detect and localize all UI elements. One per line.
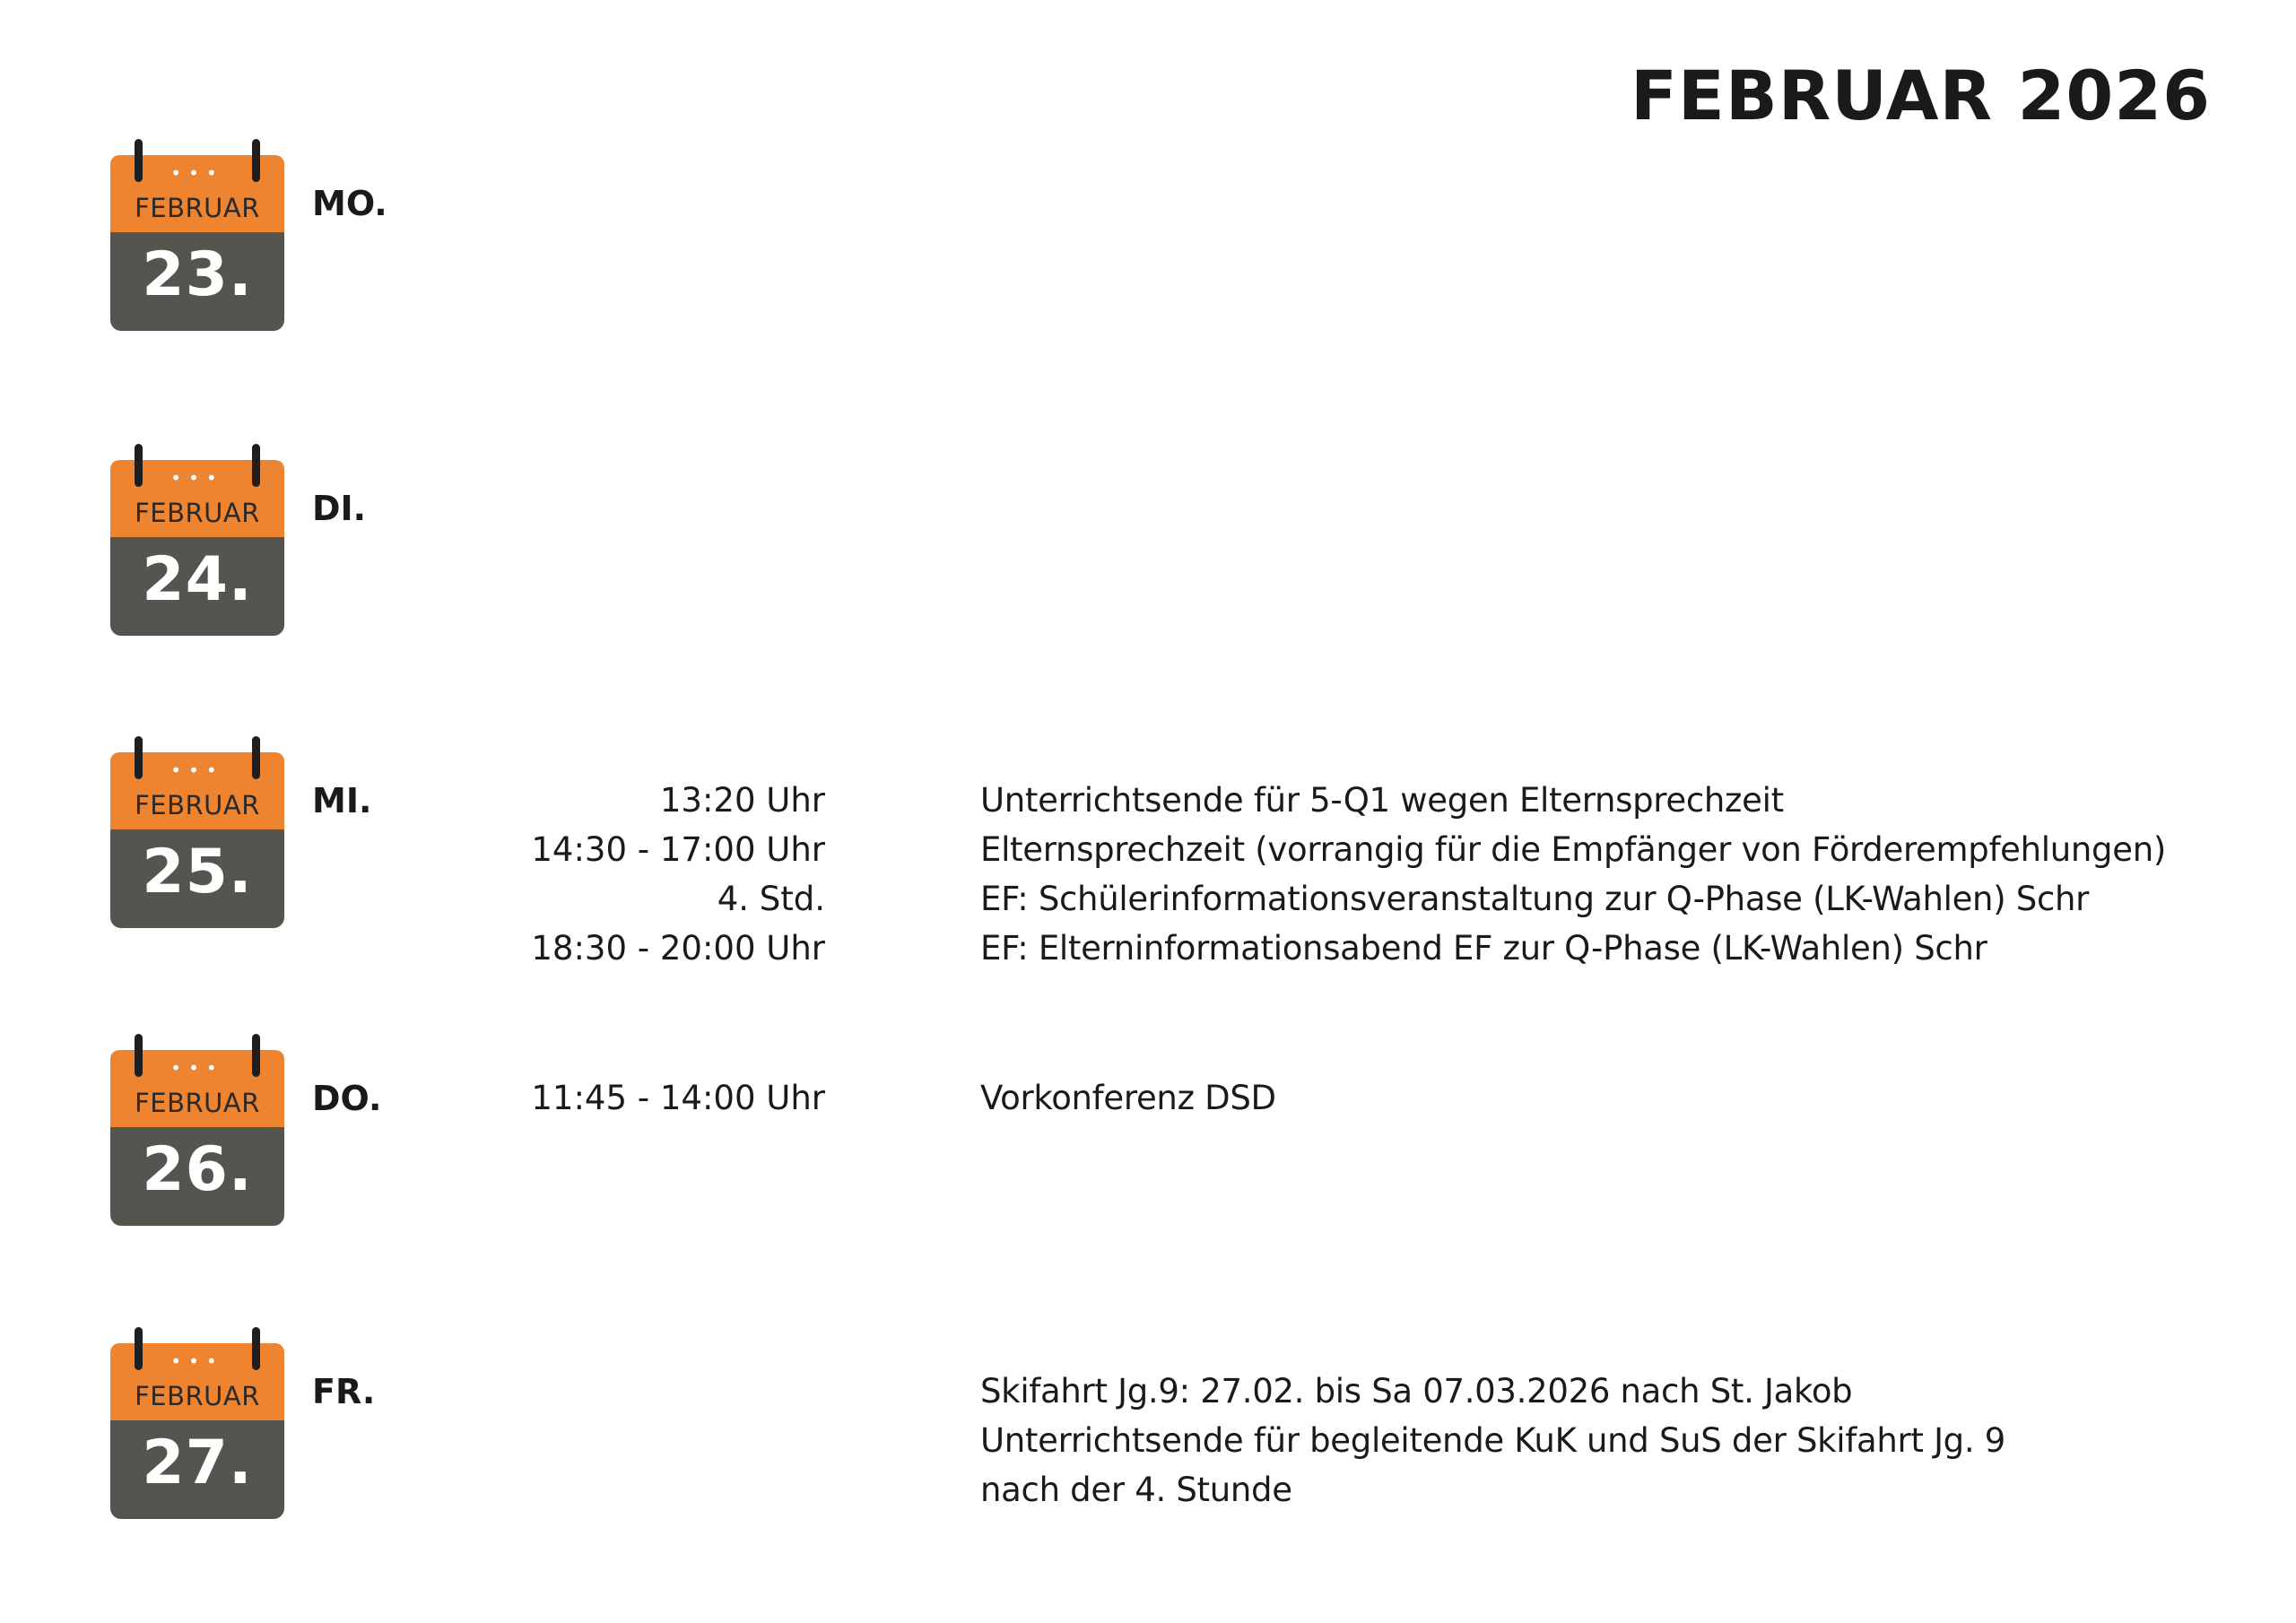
calendar-dots: ••• (170, 1057, 224, 1079)
calendar-ring (135, 1034, 143, 1077)
weekday-label: MO. (312, 184, 387, 223)
event-description: Unterrichtsende für begleitende KuK und SuS der Skifahrt Jg. 9 (980, 1421, 2006, 1460)
calendar-dots: ••• (170, 467, 224, 489)
event-item (0, 880, 2296, 929)
calendar-ring (135, 736, 143, 779)
event-item (0, 830, 2296, 880)
event-description: Unterrichtsende für 5-Q1 wegen Elternsprechzeit (980, 781, 1784, 820)
calendar-month: FEBRUAR (135, 1088, 260, 1118)
event-description: Vorkonferenz DSD (980, 1079, 1276, 1117)
event-item (0, 1421, 2296, 1471)
event-list (0, 1079, 2296, 1128)
event-time: 4. Std. (717, 880, 825, 918)
calendar-date: 27. (142, 1428, 253, 1498)
calendar-month: FEBRUAR (135, 1381, 260, 1411)
calendar-month: FEBRUAR (135, 498, 260, 528)
page-title: FEBRUAR 2026 (1631, 56, 2211, 135)
calendar-dots: ••• (170, 759, 224, 781)
calendar-ring (252, 139, 260, 182)
calendar-date: 23. (142, 239, 253, 310)
calendar-ring (252, 1327, 260, 1370)
calendar-icon (110, 139, 284, 331)
calendar-ring (252, 1034, 260, 1077)
calendar-dots: ••• (170, 1350, 224, 1372)
calendar-ring (135, 444, 143, 487)
event-item (0, 929, 2296, 978)
calendar-ring (135, 139, 143, 182)
event-description: Skifahrt Jg.9: 27.02. bis Sa 07.03.2026 nach St. Jakob (980, 1372, 1853, 1410)
event-description: EF: Schülerinformationsveranstaltung zur Q-Phase (LK-Wahlen) Schr (980, 880, 2090, 918)
weekday-label: DO. (312, 1079, 382, 1118)
calendar-date: 24. (142, 544, 253, 615)
event-description: nach der 4. Stunde (980, 1471, 1292, 1509)
calendar-body (110, 1127, 284, 1226)
calendar-ring (252, 736, 260, 779)
event-time: 14:30 - 17:00 Uhr (531, 830, 825, 869)
calendar-icon (110, 1034, 284, 1226)
calendar-dots: ••• (170, 162, 224, 184)
event-time: 18:30 - 20:00 Uhr (531, 929, 825, 968)
event-item (0, 1079, 2296, 1128)
weekday-label: MI. (312, 781, 372, 820)
calendar-month: FEBRUAR (135, 193, 260, 223)
weekday-label: FR. (312, 1372, 376, 1411)
calendar-ring (135, 1327, 143, 1370)
event-item (0, 1372, 2296, 1421)
calendar-ring (252, 444, 260, 487)
event-list (0, 1372, 2296, 1520)
event-item (0, 1471, 2296, 1520)
event-description: EF: Elterninformationsabend EF zur Q-Phase (LK-Wahlen) Schr (980, 929, 1987, 968)
calendar-date: 26. (142, 1134, 253, 1205)
event-time: 13:20 Uhr (659, 781, 825, 820)
calendar-body (110, 537, 284, 636)
calendar-month: FEBRUAR (135, 790, 260, 820)
calendar-body (110, 232, 284, 331)
calendar-date: 25. (142, 837, 253, 907)
event-item (0, 781, 2296, 830)
calendar-icon (110, 444, 284, 636)
event-time: 11:45 - 14:00 Uhr (531, 1079, 825, 1117)
event-description: Elternsprechzeit (vorrangig für die Empfänger von Förderempfehlungen) (980, 830, 2166, 869)
weekday-label: DI. (312, 489, 367, 528)
event-list (0, 781, 2296, 978)
